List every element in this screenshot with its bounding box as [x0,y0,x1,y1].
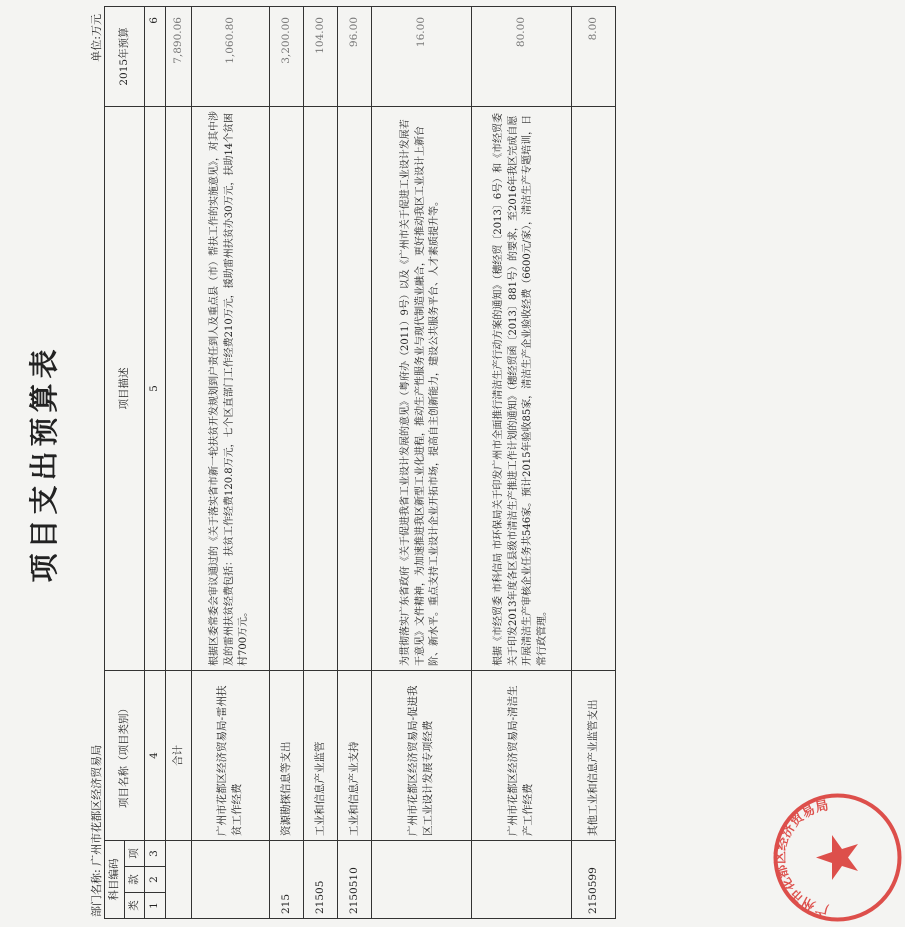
row-code [371,841,471,919]
subject-code-header: 科目编码 [105,841,125,919]
lei-header: 类 [125,893,145,919]
xiang-header: 项 [125,841,145,867]
row-amount: 104.00 [303,7,337,107]
table-row [371,7,471,919]
row-code: 215 [269,841,303,919]
col-number: 2 [145,867,165,893]
col-number: 3 [145,841,165,867]
table-row [165,7,191,919]
table-row [191,7,269,919]
table-row [269,7,303,919]
row-desc [269,107,303,671]
row-amount: 7,890.06 [165,7,191,107]
seal-star-icon [816,835,858,880]
row-desc [165,107,191,671]
row-amount: 3,200.00 [269,7,303,107]
row-desc [571,107,615,671]
row-name: 广州市花都区经济贸易局-雷州扶贫工作经费 [191,671,269,841]
budget-table [104,6,616,919]
header-row-1 [105,7,125,919]
row-name: 广州市花都区经济贸易局-促进我区工业设计发展专项经费 [371,671,471,841]
row-code: 2150510 [337,841,371,919]
project-desc-header: 项目描述 [105,107,145,671]
seal-text: 广州市花都区经济贸易局 [773,798,830,917]
col-number: 4 [145,671,165,841]
department-label: 部门名称: 广州市花都区经济贸易局 [90,744,103,917]
row-name: 合计 [165,671,191,841]
row-name: 工业和信息产业监管 [303,671,337,841]
page-title: 项目支出预算表 [27,344,61,583]
row-amount: 1,060.80 [191,7,269,107]
row-desc: 根据《市经贸委 市科信局 市环保局关于印发广州市全面推行清洁生产行动方案的通知》（穗经贸〔2013〕6号）和《市经贸委关于印发2013年度各区县级市清洁生产推进工作计划的通知》（穗经贸函〔2013〕881号）的要求，至2016年我区完成自愿开展清洁生产审核企业任务共546家。预计2015年验收85家，清洁生产企业验收经费（6600元/家），清洁生产专题培训，日常行政管理。 [471,107,571,671]
unit-label: 单位:万元 [90,14,103,62]
row-amount: 16.00 [371,7,471,107]
row-name: 其他工业和信息产业监管支出 [571,671,615,841]
row-name: 工业和信息产业支持 [337,671,371,841]
row-amount: 96.00 [337,7,371,107]
table-row [571,7,615,919]
row-code [191,841,269,919]
row-name: 资源勘探信息等支出 [269,671,303,841]
official-seal [770,790,905,925]
kuan-header: 款 [125,867,145,893]
row-code: 2150599 [571,841,615,919]
row-desc [337,107,371,671]
col-number: 1 [145,893,165,919]
col-number: 6 [145,7,165,107]
table-row [337,7,371,919]
row-amount: 80.00 [471,7,571,107]
row-desc: 为贯彻落实广东省政府《关于促进我省工业设计发展的意见》（粤府办（2011）9号）以及《广州市关于促进工业设计发展若干意见》文件精神，为加速推进我区新型工业化进程，推动生产性服务业与现代制造业融合，更好推动我区工业设计上新台阶、新水平。重点支持工业设计企业开拓市场，提高自主创新能力，建设公共服务平台、人才素质提升等。 [371,107,471,671]
row-desc: 根据区委常委会审议通过的《关于落实省市新一轮扶贫开发规划到户责任到人及重点县（市）帮扶工作的实施意见》，对其中涉及的雷州扶贫经费包括：扶贫工作经费120.8万元，七个区直部门工作经费210万元，援助雷州扶贫办30万元，扶助14个贫困村700万元。 [191,107,269,671]
table-row [303,7,337,919]
row-amount: 8.00 [571,7,615,107]
col-number: 5 [145,107,165,671]
row-code [165,841,191,919]
row-code [471,841,571,919]
row-code: 21505 [303,841,337,919]
budget-2015-header: 2015年预算 [105,7,145,107]
row-name: 广州市花都区经济贸易局-清洁生产工作经费 [471,671,571,841]
column-number-row [145,7,165,919]
row-desc [303,107,337,671]
project-name-header: 项目名称（项目类别） [105,671,145,841]
table-row [471,7,571,919]
